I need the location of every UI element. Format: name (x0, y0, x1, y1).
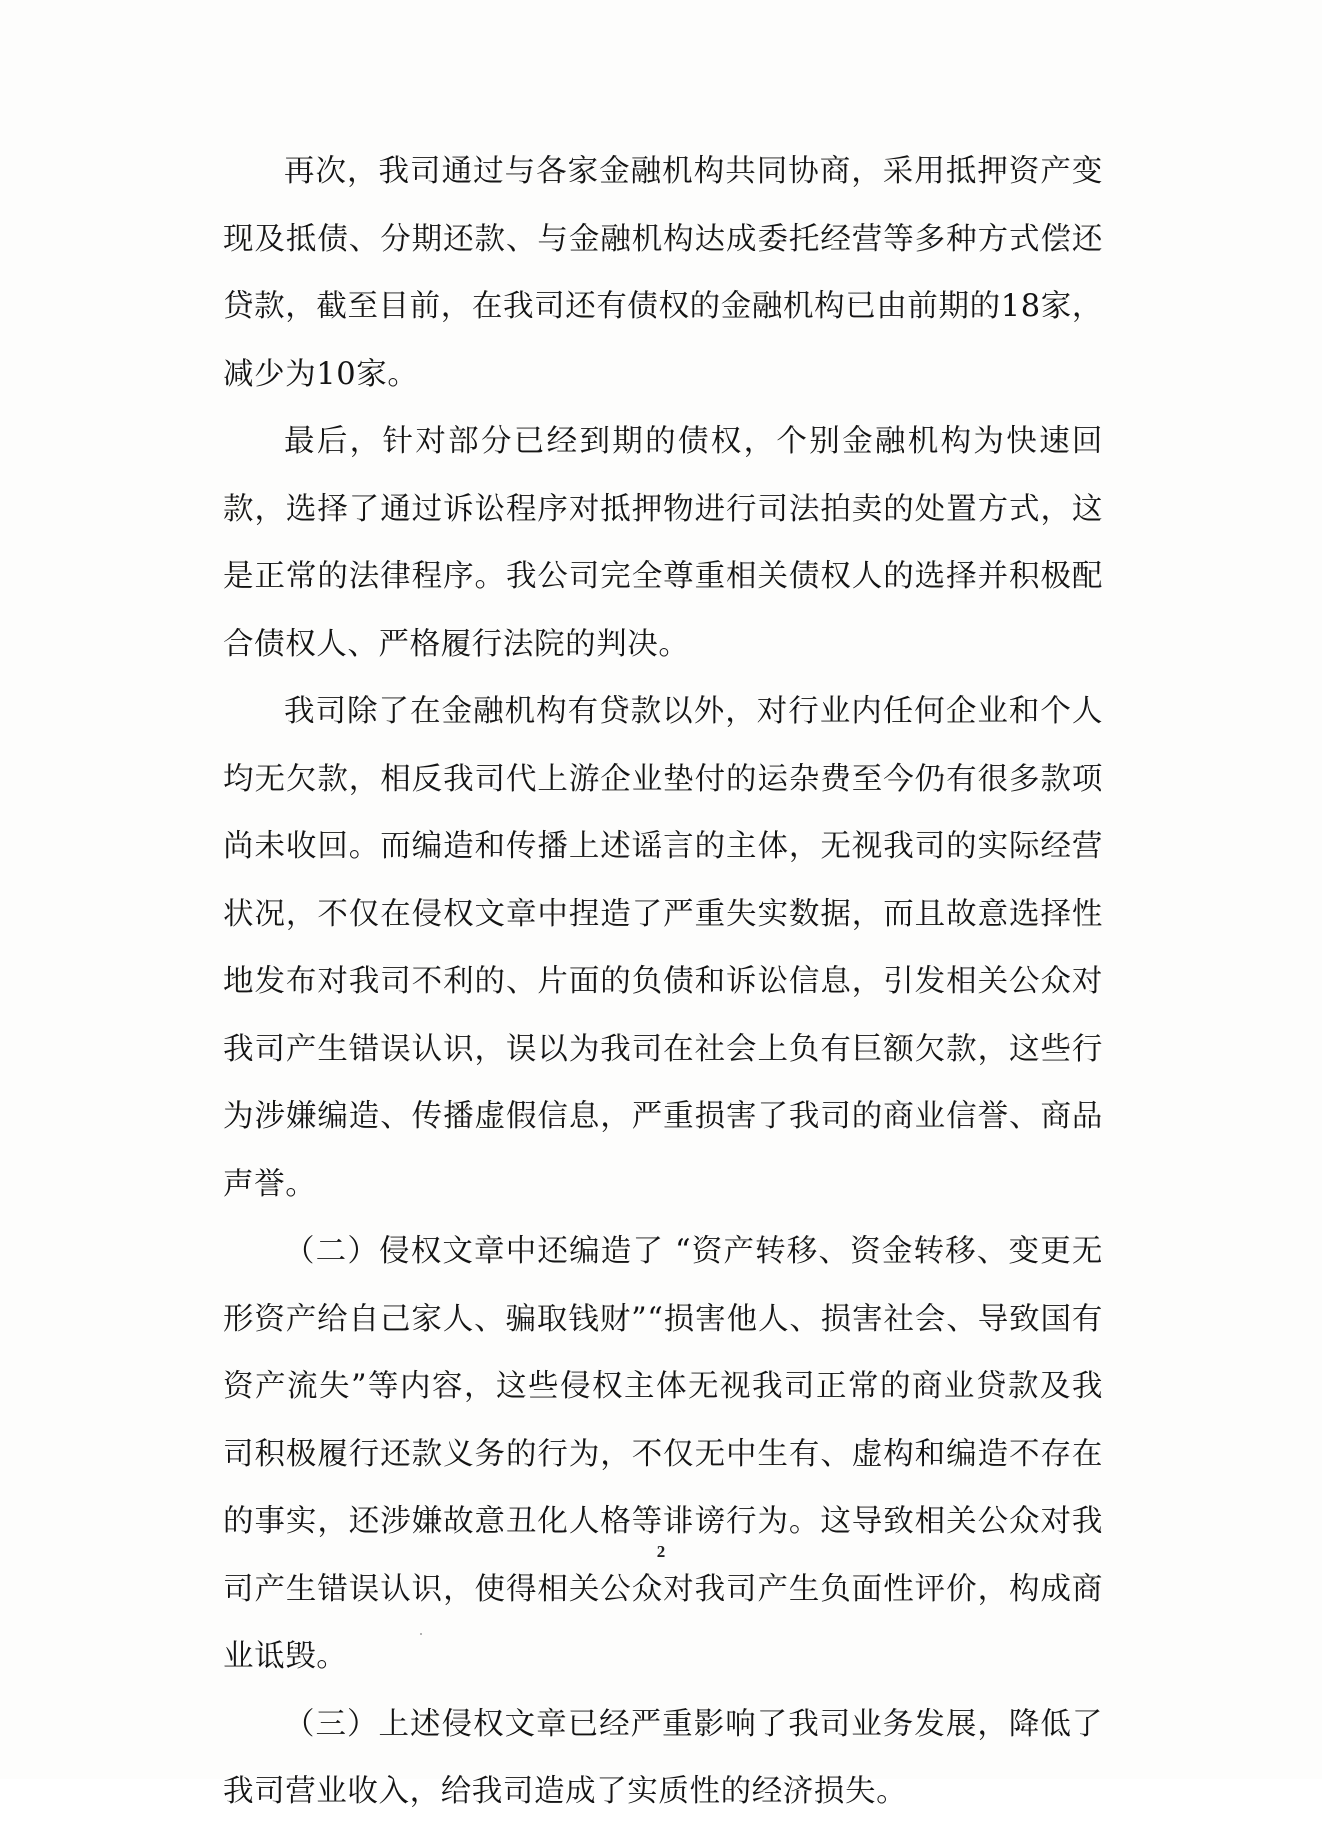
page-number: 2 (656, 1542, 666, 1561)
paragraph-item-three: （三）上述侵权文章已经严重影响了我司业务发展，降低了我司营业收入，给我司造成了实质性的经济损失。 (223, 1706, 1103, 1809)
paragraph-repayment: 再次，我司通过与各家金融机构共同协商，采用抵押资产变现及抵债、分期还款、与金融机构达成委托经营等多种方式偿还贷款，截至目前，在我司还有债权的金融机构已由前期的18家，减少为10家。 (223, 154, 1103, 392)
paragraph-litigation: 最后，针对部分已经到期的债权，个别金融机构为快速回款，选择了通过诉讼程序对抵押物进行司法拍卖的处置方式，这是正常的法律程序。我公司完全尊重相关债权人的选择并积极配合债权人、严格履行法院的判决。 (223, 424, 1103, 662)
document-body (223, 138, 1103, 1826)
scan-artifact-dot (420, 1633, 422, 1635)
paragraph-item-two: （二）侵权文章中还编造了 “资产转移、资金转移、变更无形资产给自己家人、骗取钱财”“损害他人、损害社会、导致国有资产流失”等内容，这些侵权主体无视我司正常的商业贷款及我司积极履行还款义务的行为，不仅无中生有、虚构和编造不存在的事实，还涉嫌故意丑化人格等诽谤行为。这导致相关公众对我司产生错误认识，使得相关公众对我司产生负面性评价，构成商业诋毁。 (223, 1234, 1103, 1674)
paragraph-no-debts: 我司除了在金融机构有贷款以外，对行业内任何企业和个人均无欠款，相反我司代上游企业垫付的运杂费至今仍有很多款项尚未收回。而编造和传播上述谣言的主体，无视我司的实际经营状况，不仅在侵权文章中捏造了严重失实数据，而且故意选择性地发布对我司不利的、片面的负债和诉讼信息，引发相关公众对我司产生错误认识，误以为我司在社会上负有巨额欠款，这些行为涉嫌编造、传播虚假信息，严重损害了我司的商业信誉、商品声誉。 (223, 694, 1103, 1202)
